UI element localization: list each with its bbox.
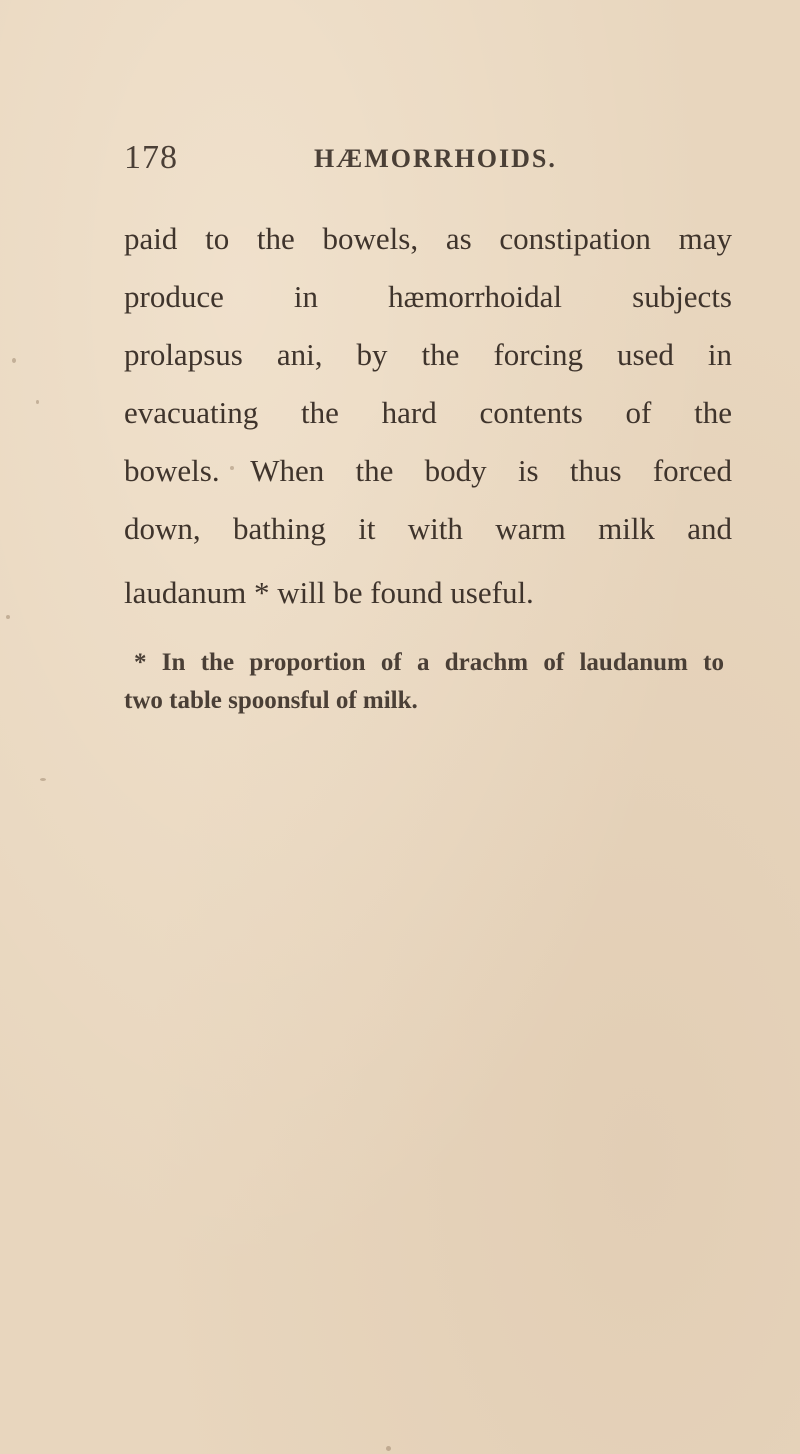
body-line: laudanum * will be found useful. [124,575,534,610]
body-line: down, bathing it with warm milk and [124,511,732,546]
body-line: produce in hæmorrhoidal subjects [124,279,732,314]
paper-speck [386,1446,391,1451]
paper-speck [230,466,234,470]
page-header [0,138,800,178]
body-line: evacuating the hard contents of the [124,395,732,430]
paper-speck [12,358,16,363]
paper-speck [40,778,46,781]
page-number: 178 [124,139,178,176]
footnote [124,644,724,720]
body-line: prolapsus ani, by the forcing used in [124,337,732,372]
body-paragraph [124,210,732,622]
paper-speck [6,615,10,619]
body-line: bowels. When the body is thus forced [124,453,732,488]
body-line: paid to the bowels, as constipation may [124,221,732,256]
paper-speck [36,400,39,404]
running-head: HÆMORRHOIDS. [314,144,557,173]
footnote-line: * In the proportion of a drachm of laudanum to [134,649,724,676]
footnote-line: two table spoonsful of milk. [124,687,418,714]
